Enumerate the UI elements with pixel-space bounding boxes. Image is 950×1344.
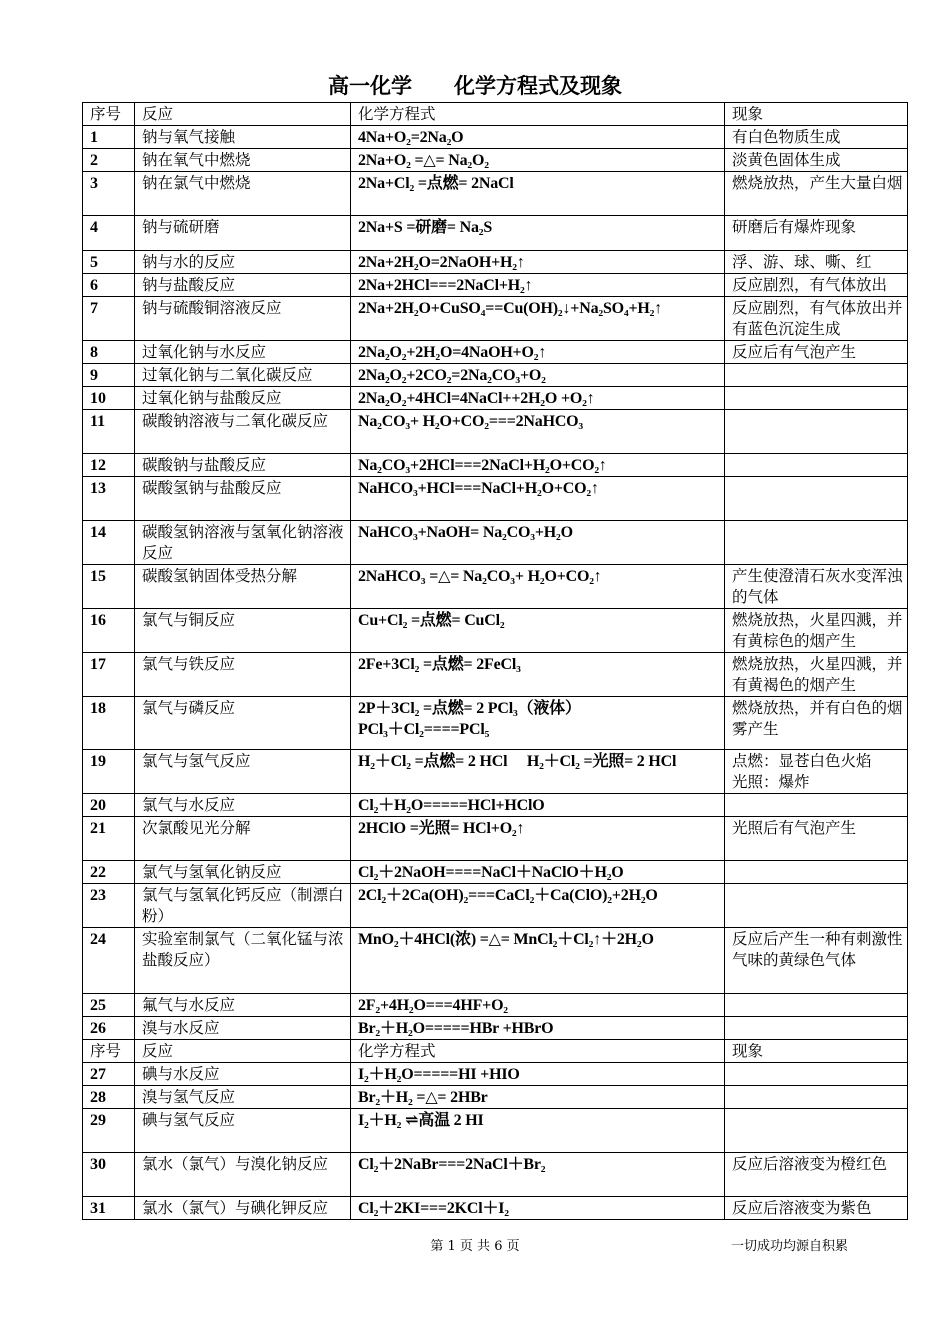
chemical-equation: Br₂＋H₂O=====HBr +HBrO	[351, 1017, 725, 1040]
reaction-name: 碳酸氢钠溶液与氢氧化钠溶液反应	[135, 521, 351, 565]
table-row	[83, 364, 908, 387]
reaction-name: 碳酸钠与盐酸反应	[135, 454, 351, 477]
column-header-reaction: 反应	[135, 1040, 351, 1063]
phenomenon: 点燃：显苍白色火焰 光照：爆炸	[725, 750, 908, 794]
phenomenon: 反应后有气泡产生	[725, 341, 908, 364]
chemical-equation: Cl₂＋2NaBr===2NaCl＋Br₂	[351, 1153, 725, 1197]
table-row	[83, 609, 908, 653]
row-number: 19	[83, 750, 135, 794]
row-number: 23	[83, 884, 135, 928]
reaction-name: 氯水（氯气）与碘化钾反应	[135, 1197, 351, 1220]
phenomenon	[725, 410, 908, 454]
phenomenon	[725, 994, 908, 1017]
table-row	[83, 861, 908, 884]
row-number: 29	[83, 1109, 135, 1153]
row-number: 21	[83, 817, 135, 861]
reaction-name: 氯气与铜反应	[135, 609, 351, 653]
chemical-equation: NaHCO₃+HCl===NaCl+H₂O+CO₂↑	[351, 477, 725, 521]
table-row	[83, 216, 908, 251]
table-row	[83, 149, 908, 172]
phenomenon	[725, 477, 908, 521]
column-header-reaction: 反应	[135, 103, 351, 126]
reaction-name: 碘与氢气反应	[135, 1109, 351, 1153]
reaction-name: 氯水（氯气）与溴化钠反应	[135, 1153, 351, 1197]
column-header-phenomenon: 现象	[725, 103, 908, 126]
phenomenon	[725, 1063, 908, 1086]
chemical-equation: 2Na+2HCl===2NaCl+H₂↑	[351, 274, 725, 297]
reaction-name: 氯气与氢氧化钠反应	[135, 861, 351, 884]
table-header-row	[83, 1040, 908, 1063]
column-header-no: 序号	[83, 1040, 135, 1063]
row-number: 9	[83, 364, 135, 387]
row-number: 26	[83, 1017, 135, 1040]
page-number: 第 1 页 共 6 页	[430, 1239, 520, 1254]
row-number: 25	[83, 994, 135, 1017]
chemical-equation: 2P＋3Cl₂ =点燃= 2 PCl₃（液体） PCl₃＋Cl₂====PCl₅	[351, 697, 725, 750]
chemical-equation: 2Na+2H₂O=2NaOH+H₂↑	[351, 251, 725, 274]
row-number: 5	[83, 251, 135, 274]
phenomenon	[725, 794, 908, 817]
row-number: 24	[83, 928, 135, 994]
table-header-row	[83, 103, 908, 126]
row-number: 13	[83, 477, 135, 521]
reaction-name: 氯气与水反应	[135, 794, 351, 817]
table-row	[83, 126, 908, 149]
table-row	[83, 565, 908, 609]
reaction-name: 实验室制氯气（二氧化锰与浓盐酸反应）	[135, 928, 351, 994]
reaction-name: 过氧化钠与水反应	[135, 341, 351, 364]
chemical-equation: 2Na+2H₂O+CuSO₄==Cu(OH)₂↓+Na₂SO₄+H₂↑	[351, 297, 725, 341]
phenomenon: 研磨后有爆炸现象	[725, 216, 908, 251]
row-number: 11	[83, 410, 135, 454]
reaction-name: 钠与盐酸反应	[135, 274, 351, 297]
phenomenon: 燃烧放热，产生大量白烟	[725, 172, 908, 216]
reaction-name: 钠在氯气中燃烧	[135, 172, 351, 216]
chemical-equation: 2Na₂O₂+2H₂O=4NaOH+O₂↑	[351, 341, 725, 364]
phenomenon	[725, 1086, 908, 1109]
phenomenon: 反应剧烈，有气体放出	[725, 274, 908, 297]
table-row	[83, 410, 908, 454]
page-title: 高一化学 化学方程式及现象	[328, 73, 622, 98]
chemical-equation: I₂＋H₂ ⇌高温 2 HI	[351, 1109, 725, 1153]
row-number: 17	[83, 653, 135, 697]
row-number: 15	[83, 565, 135, 609]
phenomenon: 燃烧放热，火星四溅，并有黄棕色的烟产生	[725, 609, 908, 653]
row-number: 8	[83, 341, 135, 364]
reaction-name: 钠与水的反应	[135, 251, 351, 274]
table-row	[83, 653, 908, 697]
table-row	[83, 884, 908, 928]
chemical-equation: Na₂CO₃+ H₂O+CO₂===2NaHCO₃	[351, 410, 725, 454]
row-number: 31	[83, 1197, 135, 1220]
row-number: 1	[83, 126, 135, 149]
table-row	[83, 251, 908, 274]
table-row	[83, 1017, 908, 1040]
table-row	[83, 454, 908, 477]
row-number: 22	[83, 861, 135, 884]
table-row	[83, 697, 908, 750]
reaction-name: 过氧化钠与盐酸反应	[135, 387, 351, 410]
row-number: 27	[83, 1063, 135, 1086]
reaction-name: 次氯酸见光分解	[135, 817, 351, 861]
chemical-equation: MnO₂＋4HCl(浓) =△= MnCl₂＋Cl₂↑＋2H₂O	[351, 928, 725, 994]
reaction-name: 钠与硫研磨	[135, 216, 351, 251]
chemical-equation: 2Na+O₂ =△= Na₂O₂	[351, 149, 725, 172]
chemical-equation: Cu+Cl₂ =点燃= CuCl₂	[351, 609, 725, 653]
row-number: 6	[83, 274, 135, 297]
row-number: 20	[83, 794, 135, 817]
table-row	[83, 817, 908, 861]
table-row	[83, 1086, 908, 1109]
table-row	[83, 521, 908, 565]
reaction-name: 溴与水反应	[135, 1017, 351, 1040]
chemical-equation: 2Na+Cl₂ =点燃= 2NaCl	[351, 172, 725, 216]
phenomenon: 反应后产生一种有刺激性气味的黄绿色气体	[725, 928, 908, 994]
phenomenon	[725, 1109, 908, 1153]
table-row	[83, 994, 908, 1017]
reaction-name: 氯气与氢氧化钙反应（制漂白粉）	[135, 884, 351, 928]
phenomenon	[725, 884, 908, 928]
column-header-no: 序号	[83, 103, 135, 126]
chemical-equation: 2Na+S =研磨= Na₂S	[351, 216, 725, 251]
reaction-name: 钠与硫酸铜溶液反应	[135, 297, 351, 341]
reaction-name: 溴与氢气反应	[135, 1086, 351, 1109]
phenomenon: 燃烧放热，并有白色的烟雾产生	[725, 697, 908, 750]
chemical-equation: 2HClO =光照= HCl+O₂↑	[351, 817, 725, 861]
table-row	[83, 1063, 908, 1086]
row-number: 14	[83, 521, 135, 565]
reaction-name: 氟气与水反应	[135, 994, 351, 1017]
chemical-equation: 2Fe+3Cl₂ =点燃= 2FeCl₃	[351, 653, 725, 697]
row-number: 30	[83, 1153, 135, 1197]
chemical-equation: H₂＋Cl₂ =点燃= 2 HCl H₂＋Cl₂ =光照= 2 HCl	[351, 750, 725, 794]
column-header-equation: 化学方程式	[351, 103, 725, 126]
chemical-equation: I₂＋H₂O=====HI +HIO	[351, 1063, 725, 1086]
phenomenon	[725, 454, 908, 477]
row-number: 2	[83, 149, 135, 172]
footer-motto: 一切成功均源自积累	[731, 1239, 849, 1254]
row-number: 7	[83, 297, 135, 341]
phenomenon: 反应后溶液变为紫色	[725, 1197, 908, 1220]
reaction-name: 氯气与氢气反应	[135, 750, 351, 794]
chemical-equation: 2Na₂O₂+4HCl=4NaCl++2H₂O +O₂↑	[351, 387, 725, 410]
column-header-equation: 化学方程式	[351, 1040, 725, 1063]
reaction-name: 碳酸氢钠与盐酸反应	[135, 477, 351, 521]
row-number: 18	[83, 697, 135, 750]
phenomenon: 反应后溶液变为橙红色	[725, 1153, 908, 1197]
reaction-name: 氯气与铁反应	[135, 653, 351, 697]
chemical-equation: Na₂CO₃+2HCl===2NaCl+H₂O+CO₂↑	[351, 454, 725, 477]
row-number: 28	[83, 1086, 135, 1109]
table-row	[83, 750, 908, 794]
table-row	[83, 1197, 908, 1220]
chemical-equation: Br₂＋H₂ =△= 2HBr	[351, 1086, 725, 1109]
chemical-equation: 4Na+O₂=2Na₂O	[351, 126, 725, 149]
reaction-name: 钠与氧气接触	[135, 126, 351, 149]
phenomenon	[725, 364, 908, 387]
row-number: 16	[83, 609, 135, 653]
phenomenon: 反应剧烈，有气体放出并有蓝色沉淀生成	[725, 297, 908, 341]
phenomenon	[725, 861, 908, 884]
reaction-name: 钠在氧气中燃烧	[135, 149, 351, 172]
table-row	[83, 297, 908, 341]
table-row	[83, 172, 908, 216]
phenomenon	[725, 1017, 908, 1040]
reaction-name: 碳酸氢钠固体受热分解	[135, 565, 351, 609]
row-number: 12	[83, 454, 135, 477]
phenomenon: 有白色物质生成	[725, 126, 908, 149]
chemical-equation: Cl₂＋2NaOH====NaCl＋NaClO＋H₂O	[351, 861, 725, 884]
reaction-name: 过氧化钠与二氧化碳反应	[135, 364, 351, 387]
table-row	[83, 794, 908, 817]
chemical-equation: 2Na₂O₂+2CO₂=2Na₂CO₃+O₂	[351, 364, 725, 387]
table-row	[83, 274, 908, 297]
table-row	[83, 341, 908, 364]
reaction-name: 氯气与磷反应	[135, 697, 351, 750]
reaction-name: 碘与水反应	[135, 1063, 351, 1086]
row-number: 3	[83, 172, 135, 216]
table-row	[83, 387, 908, 410]
phenomenon: 淡黄色固体生成	[725, 149, 908, 172]
chemical-equation: 2NaHCO₃ =△= Na₂CO₃+ H₂O+CO₂↑	[351, 565, 725, 609]
phenomenon: 浮、游、球、嘶、红	[725, 251, 908, 274]
table-row	[83, 1109, 908, 1153]
chemical-equation: Cl₂＋H₂O=====HCl+HClO	[351, 794, 725, 817]
row-number: 10	[83, 387, 135, 410]
chemical-equation: Cl₂＋2KI===2KCl＋I₂	[351, 1197, 725, 1220]
table-row	[83, 477, 908, 521]
phenomenon: 燃烧放热，火星四溅，并有黄褐色的烟产生	[725, 653, 908, 697]
reaction-name: 碳酸钠溶液与二氧化碳反应	[135, 410, 351, 454]
phenomenon: 产生使澄清石灰水变浑浊的气体	[725, 565, 908, 609]
row-number: 4	[83, 216, 135, 251]
phenomenon	[725, 521, 908, 565]
column-header-phenomenon: 现象	[725, 1040, 908, 1063]
phenomenon	[725, 387, 908, 410]
chemical-equation: 2Cl₂＋2Ca(OH)₂===CaCl₂＋Ca(ClO)₂+2H₂O	[351, 884, 725, 928]
table-row	[83, 928, 908, 994]
chemical-equation: 2F₂+4H₂O===4HF+O₂	[351, 994, 725, 1017]
table-row	[83, 1153, 908, 1197]
phenomenon: 光照后有气泡产生	[725, 817, 908, 861]
chemical-equation: NaHCO₃+NaOH= Na₂CO₃+H₂O	[351, 521, 725, 565]
equations-table	[82, 102, 908, 1220]
